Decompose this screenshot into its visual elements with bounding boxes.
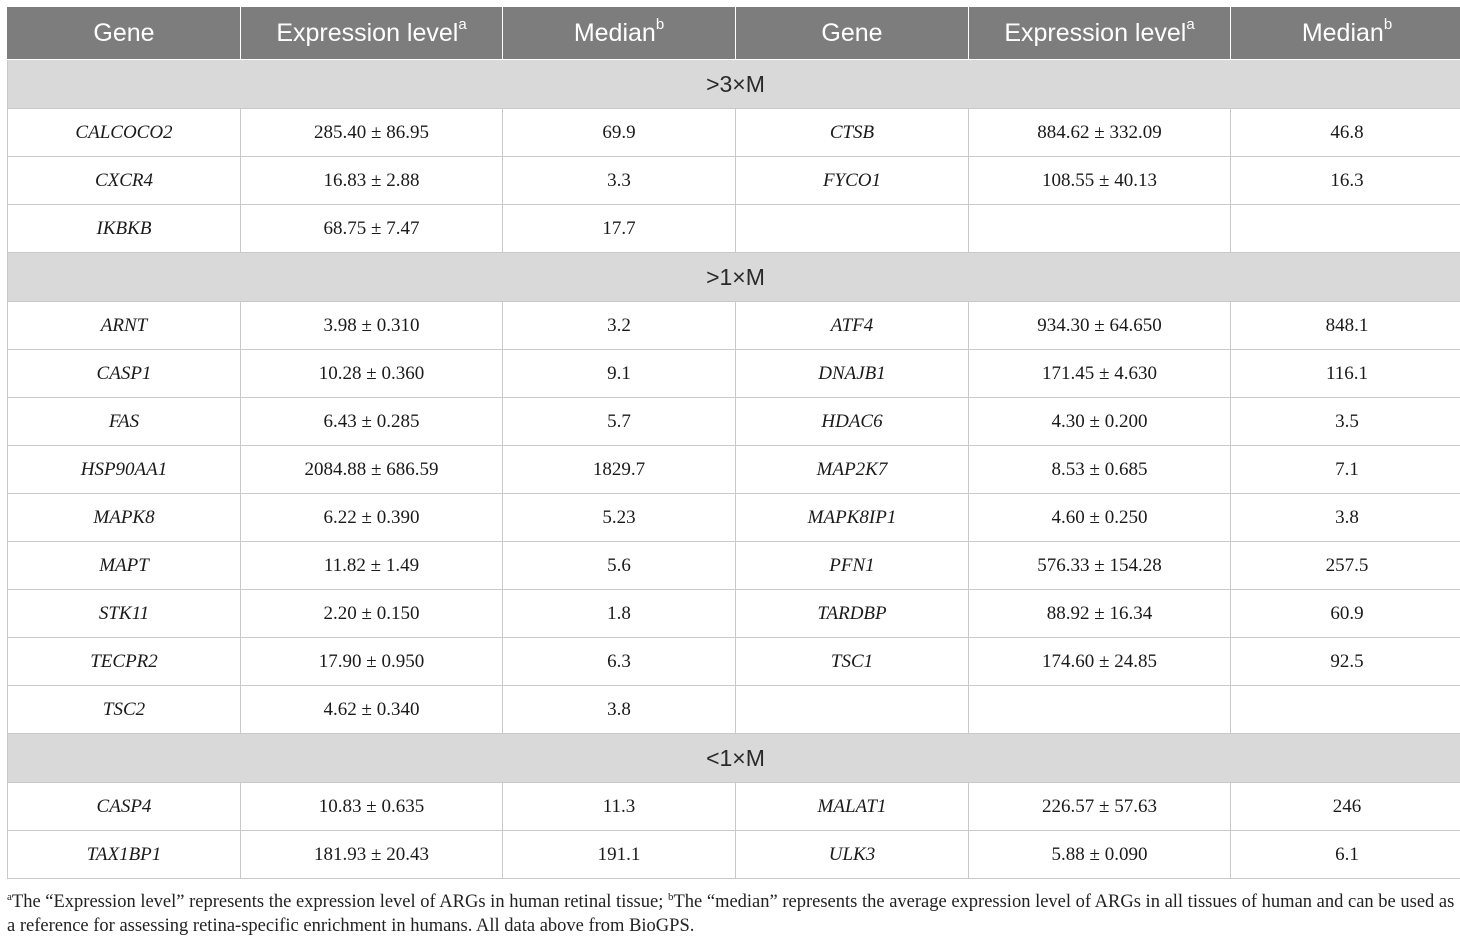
median-cell-left: 191.1 — [503, 831, 736, 879]
expression-cell-left: 3.98 ± 0.310 — [241, 302, 503, 350]
header-expression-left: Expression level$^a$ — [241, 8, 503, 60]
expression-cell-right: 934.30 ± 64.650 — [969, 302, 1231, 350]
gene-cell-right: PFN1 — [736, 542, 969, 590]
median-cell-right: 3.5 — [1231, 398, 1460, 446]
expression-cell-right: 171.45 ± 4.630 — [969, 350, 1231, 398]
gene-cell-left: MAPK8 — [8, 494, 241, 542]
footnote-marker-b: b — [667, 890, 674, 903]
median-cell-right: 116.1 — [1231, 350, 1460, 398]
gene-cell-left: IKBKB — [8, 205, 241, 253]
header-row — [8, 8, 1460, 60]
expression-cell-left: 68.75 ± 7.47 — [241, 205, 503, 253]
section-header-row — [8, 253, 1460, 302]
table-row — [8, 590, 1460, 638]
table-row — [8, 446, 1460, 494]
expression-cell-right: 8.53 ± 0.685 — [969, 446, 1231, 494]
gene-expression-table — [7, 7, 1460, 879]
section-label: <1×M — [8, 734, 1460, 783]
gene-cell-right: CTSB — [736, 109, 969, 157]
median-cell-right: 6.1 — [1231, 831, 1460, 879]
gene-cell-right: FYCO1 — [736, 157, 969, 205]
gene-cell-left: CASP4 — [8, 783, 241, 831]
expression-cell-left: 11.82 ± 1.49 — [241, 542, 503, 590]
section-header-row — [8, 734, 1460, 783]
table-row — [8, 494, 1460, 542]
table-footnote — [7, 890, 1455, 938]
footnote-marker-a: a — [7, 890, 12, 903]
expression-cell-right: 226.57 ± 57.63 — [969, 783, 1231, 831]
section-header-row — [8, 60, 1460, 109]
median-cell-left: 11.3 — [503, 783, 736, 831]
header-gene-right: Gene — [736, 8, 969, 60]
expression-cell-left: 2084.88 ± 686.59 — [241, 446, 503, 494]
footnote-text-a: The “Expression level” represents the expression level of ARGs in human retinal tissue; — [11, 892, 668, 912]
gene-cell-right: DNAJB1 — [736, 350, 969, 398]
median-cell-left: 1.8 — [503, 590, 736, 638]
gene-cell-right: MAP2K7 — [736, 446, 969, 494]
gene-cell-left: MAPT — [8, 542, 241, 590]
median-cell-right: 257.5 — [1231, 542, 1460, 590]
median-cell-right: 46.8 — [1231, 109, 1460, 157]
expression-cell-right: 5.88 ± 0.090 — [969, 831, 1231, 879]
table-row — [8, 783, 1460, 831]
expression-cell-right: 108.55 ± 40.13 — [969, 157, 1231, 205]
median-cell-left: 6.3 — [503, 638, 736, 686]
median-cell-left: 1829.7 — [503, 446, 736, 494]
expression-cell-left: 6.43 ± 0.285 — [241, 398, 503, 446]
median-cell-left: 3.3 — [503, 157, 736, 205]
table-row — [8, 205, 1460, 253]
gene-cell-right: TARDBP — [736, 590, 969, 638]
header-expression-right: Expression level$^a$ — [969, 8, 1231, 60]
median-cell-right: 3.8 — [1231, 494, 1460, 542]
median-cell-left: 5.7 — [503, 398, 736, 446]
section-label: >1×M — [8, 253, 1460, 302]
gene-cell-right — [736, 205, 969, 253]
table-row — [8, 831, 1460, 879]
gene-cell-left: TAX1BP1 — [8, 831, 241, 879]
table-row — [8, 686, 1460, 734]
median-cell-left: 5.23 — [503, 494, 736, 542]
expression-cell-right: 88.92 ± 16.34 — [969, 590, 1231, 638]
median-cell-left: 17.7 — [503, 205, 736, 253]
median-cell-right: 848.1 — [1231, 302, 1460, 350]
median-cell-left: 69.9 — [503, 109, 736, 157]
header-median-right: Median$^b$ — [1231, 8, 1460, 60]
table-row — [8, 542, 1460, 590]
median-cell-right — [1231, 686, 1460, 734]
gene-cell-right: ULK3 — [736, 831, 969, 879]
median-cell-left: 9.1 — [503, 350, 736, 398]
gene-cell-left: CXCR4 — [8, 157, 241, 205]
expression-cell-left: 6.22 ± 0.390 — [241, 494, 503, 542]
expression-cell-left: 4.62 ± 0.340 — [241, 686, 503, 734]
expression-cell-left: 181.93 ± 20.43 — [241, 831, 503, 879]
expression-cell-left: 16.83 ± 2.88 — [241, 157, 503, 205]
gene-cell-left: FAS — [8, 398, 241, 446]
expression-cell-right — [969, 205, 1231, 253]
expression-cell-right — [969, 686, 1231, 734]
expression-cell-left: 10.83 ± 0.635 — [241, 783, 503, 831]
gene-cell-left: TSC2 — [8, 686, 241, 734]
median-cell-right: 7.1 — [1231, 446, 1460, 494]
gene-cell-right: MAPK8IP1 — [736, 494, 969, 542]
median-cell-left: 5.6 — [503, 542, 736, 590]
gene-cell-left: STK11 — [8, 590, 241, 638]
expression-cell-left: 17.90 ± 0.950 — [241, 638, 503, 686]
table-row — [8, 638, 1460, 686]
median-cell-right — [1231, 205, 1460, 253]
expression-cell-left: 10.28 ± 0.360 — [241, 350, 503, 398]
gene-cell-right: HDAC6 — [736, 398, 969, 446]
gene-cell-right — [736, 686, 969, 734]
median-cell-right: 92.5 — [1231, 638, 1460, 686]
expression-cell-right: 884.62 ± 332.09 — [969, 109, 1231, 157]
median-cell-left: 3.2 — [503, 302, 736, 350]
table-row — [8, 398, 1460, 446]
table-row — [8, 302, 1460, 350]
header-gene-left: Gene — [8, 8, 241, 60]
footnote-text-b: The “median” represents the average expression level of ARGs in all tissues of human and can be used as a reference for assessing retina-specific enrichment in humans. All data above from BioGPS. — [7, 892, 1455, 936]
expression-cell-right: 4.30 ± 0.200 — [969, 398, 1231, 446]
gene-cell-left: HSP90AA1 — [8, 446, 241, 494]
gene-cell-right: MALAT1 — [736, 783, 969, 831]
table-row — [8, 157, 1460, 205]
section-label: >3×M — [8, 60, 1460, 109]
gene-cell-left: TECPR2 — [8, 638, 241, 686]
median-cell-right: 60.9 — [1231, 590, 1460, 638]
expression-cell-left: 285.40 ± 86.95 — [241, 109, 503, 157]
header-median-left: Median$^b$ — [503, 8, 736, 60]
expression-cell-right: 576.33 ± 154.28 — [969, 542, 1231, 590]
gene-cell-left: ARNT — [8, 302, 241, 350]
gene-cell-left: CALCOCO2 — [8, 109, 241, 157]
expression-cell-right: 4.60 ± 0.250 — [969, 494, 1231, 542]
expression-cell-left: 2.20 ± 0.150 — [241, 590, 503, 638]
median-cell-left: 3.8 — [503, 686, 736, 734]
median-cell-right: 246 — [1231, 783, 1460, 831]
table-body — [8, 60, 1460, 879]
median-cell-right: 16.3 — [1231, 157, 1460, 205]
table-row — [8, 350, 1460, 398]
expression-cell-right: 174.60 ± 24.85 — [969, 638, 1231, 686]
gene-cell-left: CASP1 — [8, 350, 241, 398]
table-row — [8, 109, 1460, 157]
gene-cell-right: ATF4 — [736, 302, 969, 350]
gene-cell-right: TSC1 — [736, 638, 969, 686]
